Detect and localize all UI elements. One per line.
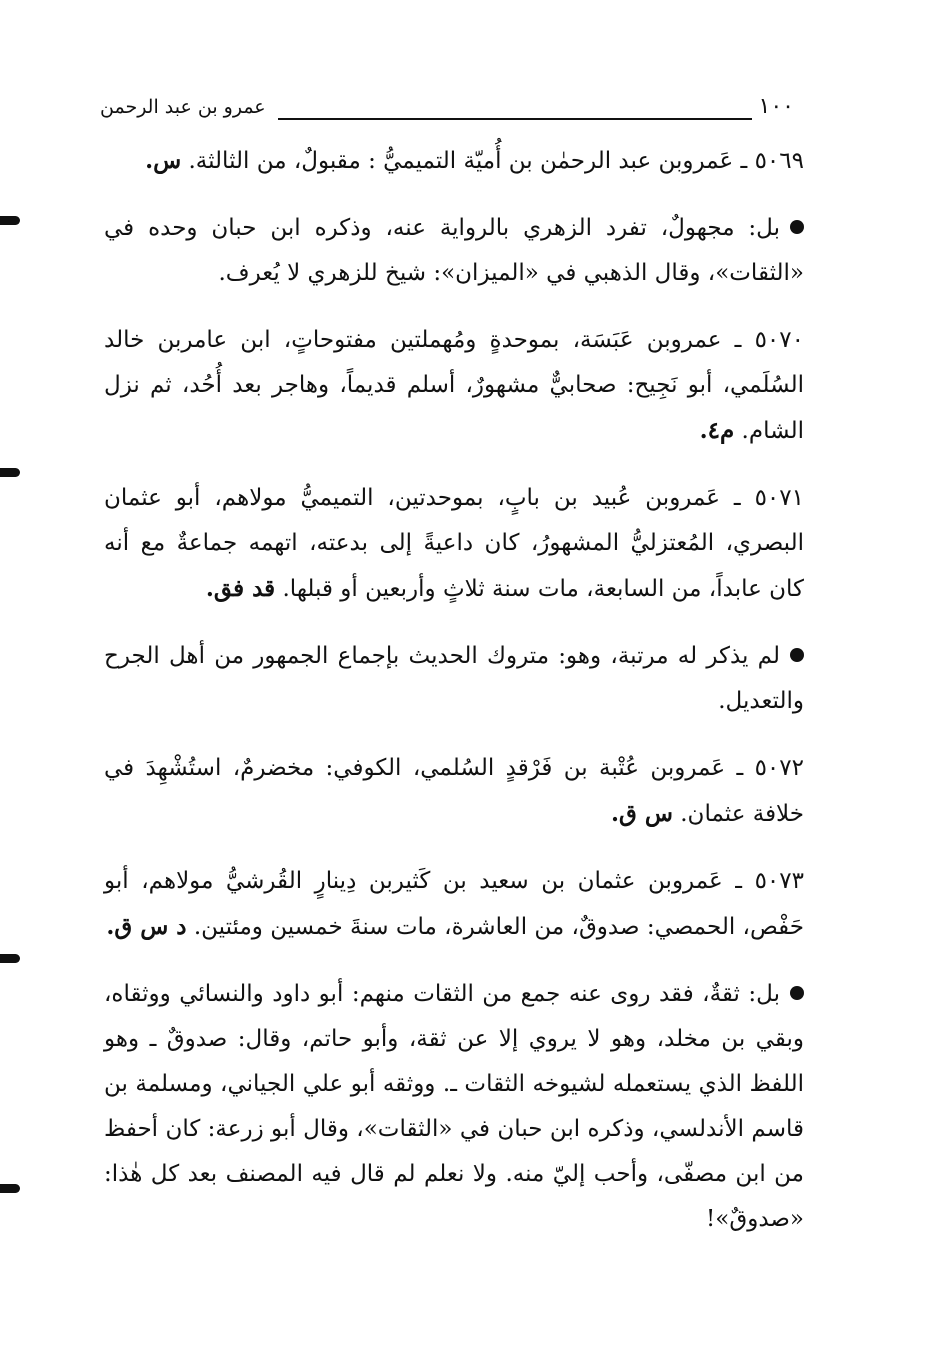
running-head: عمرو بن عبد الرحمن [100, 96, 266, 118]
entry-5073 [104, 859, 804, 950]
entry-text: ٥٠٧٣ ـ عَمروبن عثمان بن سعيد بن كَثيربن دِينارٍ القُرشيُّ مولاهم، أبو حَفْص، الحمصي: صدوقٌ، من العاشرة، مات سنةَ خمسين ومئتين. [104, 868, 804, 940]
entry-sigla: س ق. [611, 800, 673, 827]
note-5069 [104, 206, 804, 296]
bullet-icon [790, 648, 804, 662]
entry-text: ٥٠٧٠ ـ عمروبن عَبَسَة، بموحدةٍ ومُهملتين مفتوحاتٍ، ابن عامربن خالد السُلَمي، أبو نَجِيح: صحابيٌّ مشهورٌ، أسلم قديماً، وهاجر بعد أُحُد، ثم نزل الشام. [104, 327, 804, 444]
entry-sigla: م٤. [699, 417, 735, 444]
entry-text: ٥٠٧١ ـ عَمروبن عُبيد بن بابٍ، بموحدتين، التميميُّ مولاهم، أبو عثمان البصري، المُعتزليُّ المشهورُ، كان داعيةً إلى بدعته، اتهمه جماعةٌ مع أنه كان عابداً، من السابعة، مات سنة ثلاثٍ وأربعين أو قبلها. [104, 485, 804, 602]
entry-sigla: قد فق. [205, 575, 276, 602]
page-header [100, 94, 794, 128]
note-text: لم يذكر له مرتبة، وهو: متروك الحديث بإجماع الجمهور من أهل الجرح والتعديل. [104, 643, 804, 714]
entry-text: ٥٠٦٩ ـ عَمروبن عبد الرحمٰن بن أُميّة التميميُّ : مقبولٌ، من الثالثة. [188, 148, 804, 174]
scan-edge-mark [0, 1184, 20, 1193]
note-text: بل: مجهولٌ، تفرد الزهري بالرواية عنه، وذكره ابن حبان وحده في «الثقات»، وقال الذهبي في «الميزان»: شيخ للزهري لا يُعرف. [104, 215, 804, 286]
entry-text: ٥٠٧٢ ـ عَمروبن عُتْبة بن فَرْقدٍ السُلمي، الكوفي: مخضرمٌ، استُشْهِدَ في خلافة عثمان. [104, 755, 804, 827]
entry-5070 [104, 318, 804, 454]
note-5073 [104, 972, 804, 1242]
note-text: بل: ثقةٌ، فقد روى عنه جمع من الثقات منهم: أبو داود والنسائي ووثقاه، وبقي بن مخلد، وهو لا يروي إلا عن ثقة، وأبو حاتم، وقال: صدوقٌ ـ وهو اللفظ الذي يستعمله لشيوخه الثقات ـ. ووثقه أبو علي الجياني، ومسلمة بن قاسم الأندلسي، وذكره ابن حبان في «الثقات»، وقال أبو زرعة: كان أحفظ من ابن مصفّى، وأحب إليّ منه. ولا نعلم لم قال فيه المصنف بعد كل هٰذا: «صدوقٌ»! [104, 981, 804, 1232]
bullet-icon [790, 986, 804, 1000]
entry-5069 [104, 138, 804, 184]
scan-edge-mark [0, 216, 20, 225]
entry-5072 [104, 746, 804, 837]
scan-edge-mark [0, 954, 20, 963]
entry-sigla: س. [145, 147, 182, 174]
note-5071 [104, 634, 804, 724]
header-rule [278, 118, 752, 120]
bullet-icon [790, 220, 804, 234]
entry-sigla: د س ق. [106, 913, 187, 940]
page-number: ١٠٠ [758, 94, 794, 119]
entry-5071 [104, 476, 804, 612]
scan-edge-mark [0, 468, 20, 477]
page-body [104, 138, 804, 1242]
